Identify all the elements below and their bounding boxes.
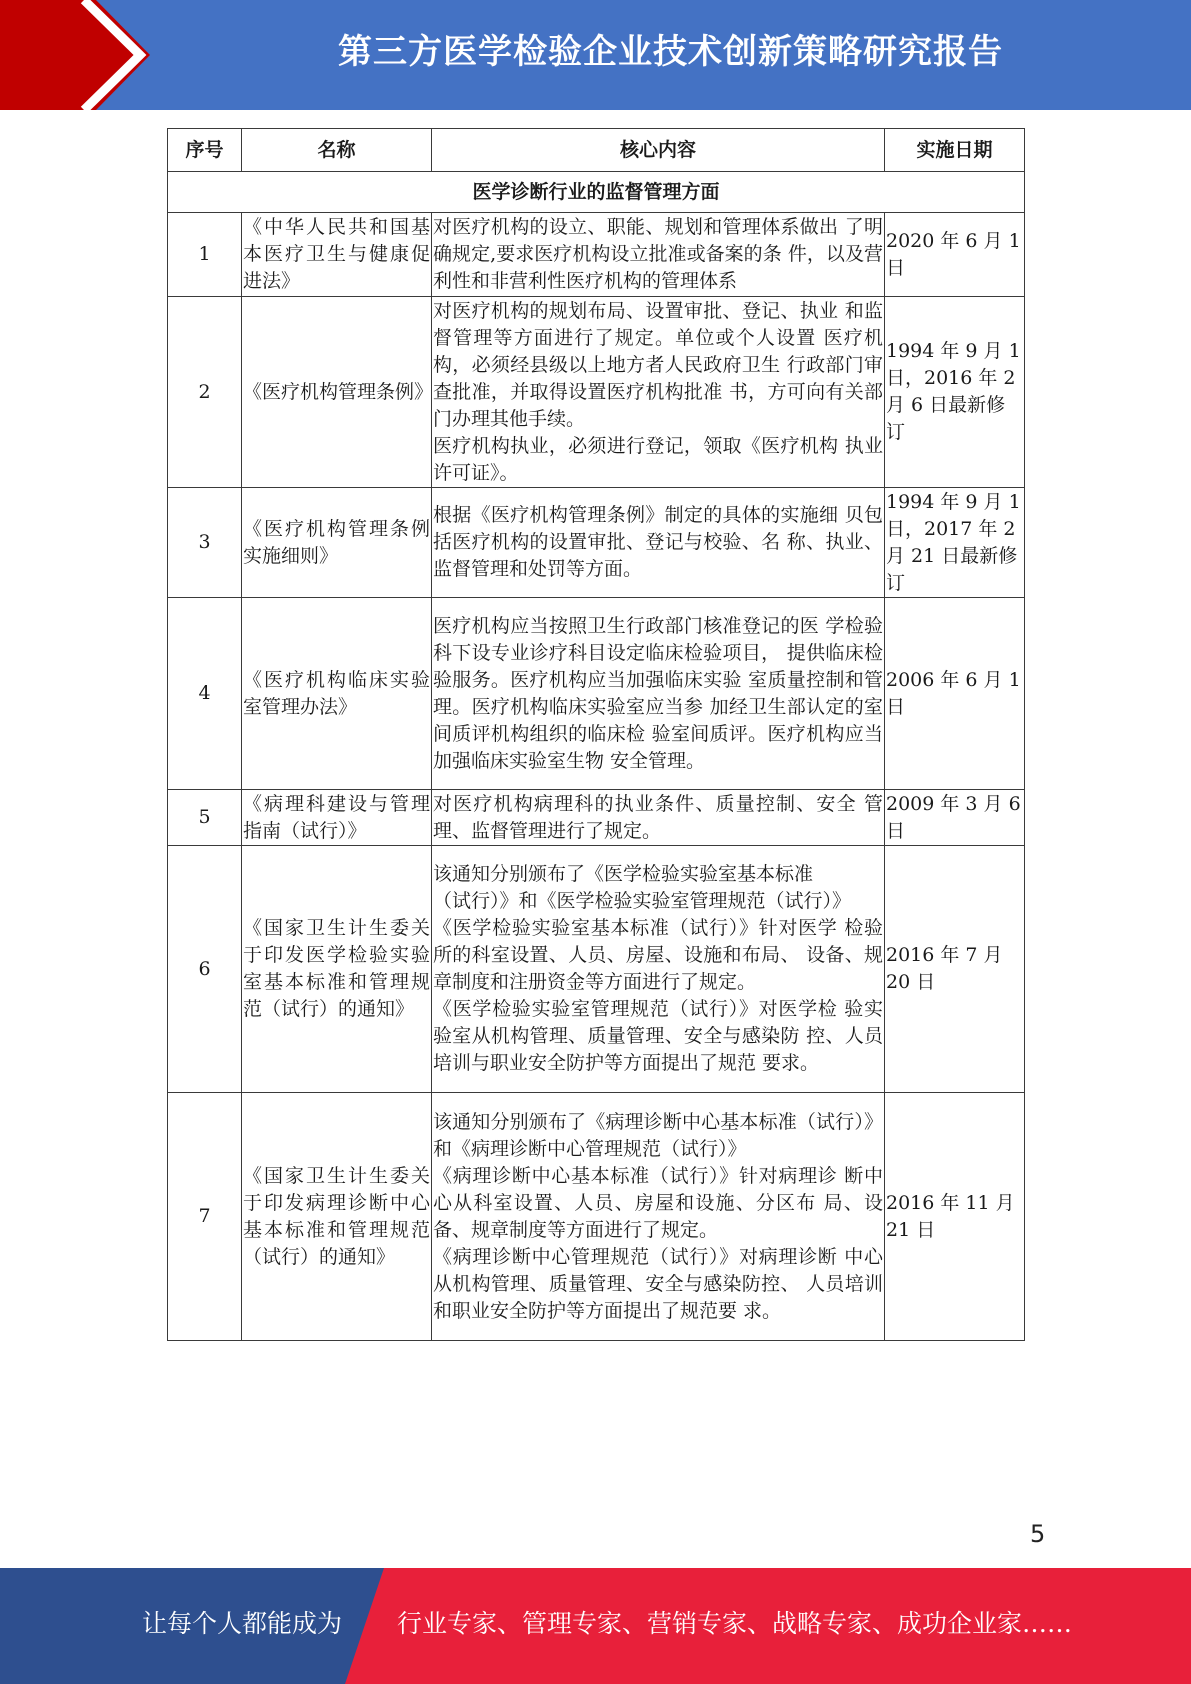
effective-date: 2020 年 6 月 1 日: [885, 213, 1025, 297]
row-number: 5: [168, 790, 242, 846]
row-number: 7: [168, 1093, 242, 1341]
regulation-name: 《病理科建设与管理指南（试行）》: [242, 790, 432, 846]
row-number: 2: [168, 297, 242, 488]
table-row: [168, 1093, 1025, 1341]
column-header-no: 序号: [168, 129, 242, 172]
page-header: [0, 0, 1191, 110]
regulation-name: 《医疗机构临床实验室管理办法》: [242, 598, 432, 790]
section-title: 医学诊断行业的监督管理方面: [168, 172, 1025, 213]
row-number: 6: [168, 846, 242, 1093]
effective-date: 2009 年 3 月 6 日: [885, 790, 1025, 846]
row-number: 4: [168, 598, 242, 790]
regulation-table: [167, 128, 1025, 1341]
effective-date: 2016 年 7 月 20 日: [885, 846, 1025, 1093]
core-content: 该通知分别颁布了《医学检验实验室基本标准 （试行）》和《医学检验实验室管理规范（试行）》 《医学检验实验室基本标准（试行）》针对医学 检验所的科室设置、人员、房屋、设施和布局、 设备、规章制度和注册资金等方面进行了规定。 《医学检验实验室管理规范（试行）》对医学检 验实验室从机构管理、质量管理、安全与感染防 控、人员培训与职业安全防护等方面提出了规范 要求。: [432, 846, 885, 1093]
page-number: 5: [1030, 1520, 1046, 1548]
column-header-name: 名称: [242, 129, 432, 172]
effective-date: 2016 年 11 月 21 日: [885, 1093, 1025, 1341]
table-header-row: [168, 129, 1025, 172]
regulation-name: 《国家卫生计生委关于印发医学检验实验室基本标准和管理规范（试行）的通知》: [242, 846, 432, 1093]
report-title: 第三方医学检验企业技术创新策略研究报告: [338, 32, 1003, 72]
header-red-arrow: [0, 0, 150, 110]
core-content: 对医疗机构的设立、职能、规划和管理体系做出 了明确规定,要求医疗机构设立批准或备案的条 件，以及营利性和非营利性医疗机构的管理体系: [432, 213, 885, 297]
core-content: 根据《医疗机构管理条例》制定的具体的实施细 贝包括医疗机构的设置审批、登记与校验、名 称、执业、监督管理和处罚等方面。: [432, 488, 885, 598]
effective-date: 1994 年 9 月 1 日，2017 年 2 月 21 日最新修订: [885, 488, 1025, 598]
core-content: 对医疗机构病理科的执业条件、质量控制、安全 管理、监督管理进行了规定。: [432, 790, 885, 846]
regulation-name: 《中华人民共和国基本医疗卫生与健康促进法》: [242, 213, 432, 297]
regulation-name: 《国家卫生计生委关于印发病理诊断中心基本标准和管理规范（试行）的通知》: [242, 1093, 432, 1341]
footer-slogan-right: 行业专家、管理专家、营销专家、战略专家、成功企业家……: [397, 1609, 1073, 1638]
table-row: [168, 846, 1025, 1093]
core-content: 该通知分别颁布了《病理诊断中心基本标准（试行）》和《病理诊断中心管理规范（试行）》 《病理诊断中心基本标准（试行）》针对病理诊 断中心从科室设置、人员、房屋和设施、分区布 局、设备、规章制度等方面进行了规定。 《病理诊断中心管理规范（试行）》对病理诊断 中心从机构管理、质量管理、安全与感染防控、 人员培训和职业安全防护等方面提出了规范要 求。: [432, 1093, 885, 1341]
column-header-content: 核心内容: [432, 129, 885, 172]
row-number: 1: [168, 213, 242, 297]
table-row: [168, 488, 1025, 598]
core-content: 对医疗机构的规划布局、设置审批、登记、执业 和监督管理等方面进行了规定。单位或个人设置 医疗机构，必须经县级以上地方者人民政府卫生 行政部门审查批准，并取得设置医疗机构批准 书，方可向有关部门办理其他手续。 医疗机构执业，必须进行登记，领取《医疗机构 执业许可证》。: [432, 297, 885, 488]
core-content: 医疗机构应当按照卫生行政部门核准登记的医 学检验科下设专业诊疗科目设定临床检验项目， 提供临床检验服务。医疗机构应当加强临床实验 室质量控制和管理。医疗机构临床实验室应当参 加经卫生部认定的室间质评机构组织的临床检 验室间质评。医疗机构应当加强临床实验室生物 安全管理。: [432, 598, 885, 790]
row-number: 3: [168, 488, 242, 598]
table-row: [168, 297, 1025, 488]
regulation-name: 《医疗机构管理条例实施细则》: [242, 488, 432, 598]
effective-date: 2006 年 6 月 1 日: [885, 598, 1025, 790]
footer-slogan-left: 让每个人都能成为: [142, 1609, 343, 1638]
table-row: [168, 598, 1025, 790]
table-row: [168, 790, 1025, 846]
column-header-date: 实施日期: [885, 129, 1025, 172]
section-row: [168, 172, 1025, 213]
regulation-name: 《医疗机构管理条例》: [242, 297, 432, 488]
effective-date: 1994 年 9 月 1 日，2016 年 2 月 6 日最新修订: [885, 297, 1025, 488]
table-row: [168, 213, 1025, 297]
